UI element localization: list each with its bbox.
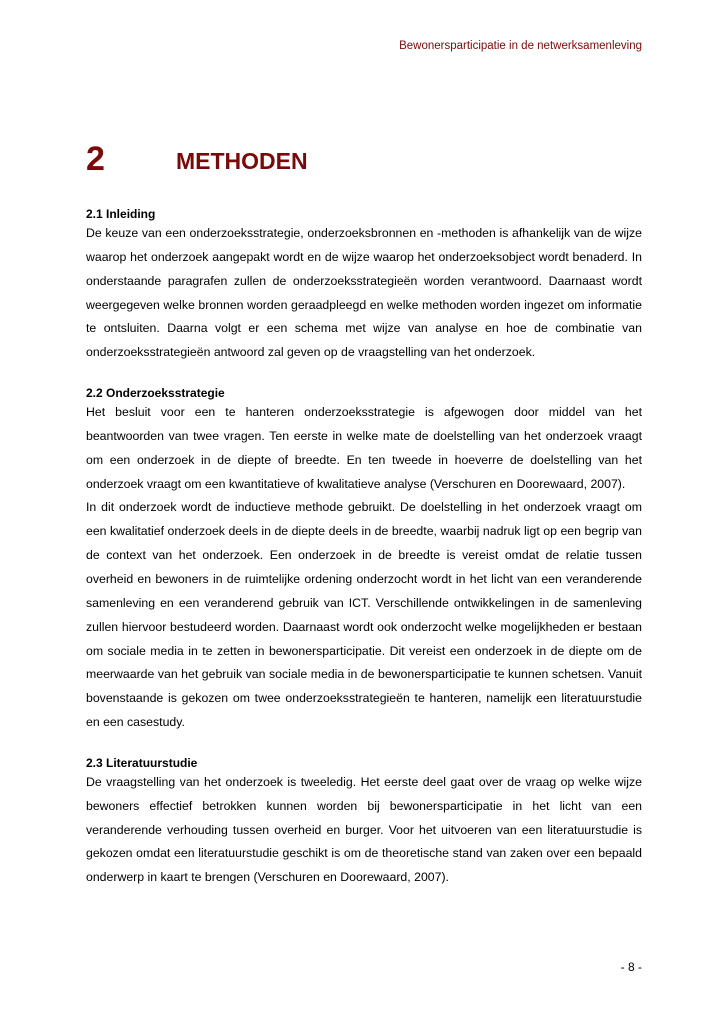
paragraph: De keuze van een onderzoeksstrategie, onderzoeksbronnen en -methoden is afhankelijk van de wijze waarop het onderzoek aangepakt wordt en de wijze waarop het onderzoeksobject wordt benaderd. In onderstaande paragrafen zullen de onderzoeksstrategieën worden verantwoord. Daarnaast wordt weergegeven welke bronnen worden geraadpleegd en welke methoden worden ingezet om informatie te ontsluiten. Daarna volgt er een schema met wijze van analyse en hoe de combinatie van onderzoeksstrategieën antwoord zal geven op de vraagstelling van het onderzoek.	[86, 226, 642, 360]
chapter-number: 2	[86, 140, 105, 178]
chapter-title: METHODEN	[176, 148, 308, 174]
page-number: - 8 -	[620, 960, 642, 974]
section-onderzoeksstrategie	[86, 385, 642, 735]
section-inleiding	[86, 206, 642, 365]
section-heading: 2.1 Inleiding	[86, 207, 156, 221]
paragraph: De vraagstelling van het onderzoek is tweeledig. Het eerste deel gaat over de vraag op welke wijze bewoners effectief betrokken kunnen worden bij bewonersparticipatie in het licht van een veranderende verhouding tussen overheid en burger. Voor het uitvoeren van een literatuurstudie is gekozen omdat een literatuurstudie geschikt is om de theoretische stand van zaken over een bepaald onderwerp in kaart te brengen (Verschuren en Doorewaard, 2007).	[86, 774, 642, 885]
section-heading: 2.3 Literatuurstudie	[86, 755, 198, 770]
section-literatuurstudie	[86, 755, 642, 890]
running-header: Bewonersparticipatie in de netwerksamenleving	[399, 40, 642, 52]
body-content	[86, 206, 642, 910]
paragraph: In dit onderzoek wordt de inductieve methode gebruikt. De doelstelling in het onderzoek vraagt om een kwalitatief onderzoek deels in de diepte deels in de breedte, waarbij nadruk ligt op een begrip van de context van het onderzoek. Een onderzoek in de breedte is vereist omdat de relatie tussen overheid en bewoners in de ruimtelijke ordening onderzocht wordt in het licht van een veranderende samenleving en een veranderend gebruik van ICT. Verschillende ontwikkelingen in de samenleving zullen hiervoor bestudeerd worden. Daarnaast wordt ook onderzocht welke mogelijkheden er bestaan om sociale media in te zetten in bewonersparticipatie. Dit vereist een onderzoek in de diepte om de meerwaarde van het gebruik van sociale media in de bewonersparticipatie te kunnen schetsen. Vanuit bovenstaande is gekozen om twee onderzoeksstrategieën te hanteren, namelijk een literatuurstudie en een casestudy.	[86, 500, 642, 730]
section-heading: 2.2 Onderzoeksstrategie	[86, 386, 225, 401]
chapter-heading	[86, 140, 646, 186]
paragraph: Het besluit voor een te hanteren onderzoeksstrategie is afgewogen door middel van het beantwoorden van twee vragen. Ten eerste in welke mate de doelstelling van het onderzoek vraagt om een onderzoek in de diepte of breedte. En ten tweede in hoeverre de doelstelling van het onderzoek vraagt om een kwantitatieve of kwalitatieve analyse (Verschuren en Doorewaard, 2007).	[86, 405, 642, 491]
